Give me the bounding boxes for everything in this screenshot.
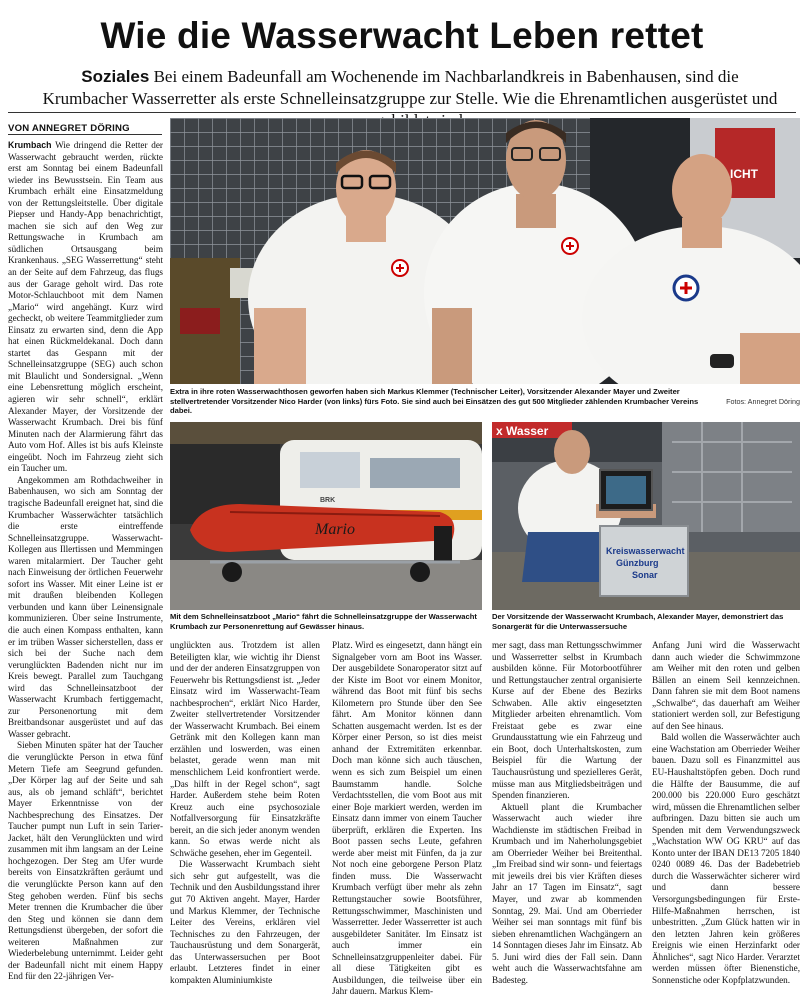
boat-photo-caption: Mit dem Schnelleinsatzboot „Mario“ fährt die Schnelleinsatzgruppe der Wasserwacht Krumbach zur Personenrettung auf Gewässer hinaus. (170, 612, 477, 631)
photo-three-men (170, 118, 800, 384)
van-text: BRK (320, 497, 336, 504)
case-label-1: Kreiswasserwacht (606, 546, 685, 556)
paragraph: unglückten aus. Trotzdem ist allen Beteiligten klar, wie wichtig ihr Dienst und der der anderen Einsatzgruppen von Feuerwehr bis Rettungsdienst ist. „Jeder Einsatz wird im Wasserwacht-Team nachbesprochen“, erklärt Nico Harder, Zweiter stellvertretender Vorsitzender der Wasserwacht Krumbach. Bei einem Getränk mit den Kollegen kann man erzählen und loswerden, was einen belastet, gerade wenn man mit menschlichem Leid konfrontiert werde. „Das hilft in der Regel schon“, sagt Harder. Außerdem stehe beim Roten Kreuz auch eine psychosoziale Notfallversorgung für Einsatzkräfte bereit, an die sich jeder anonym wenden kann. So etwas werde nicht als Schwäche gesehen, eher im Gegenteil. (170, 640, 320, 858)
lead-text: Bei einem Badeunfall am Wochenende im Nachbarlandkreis in Babenhausen, sind die Krumbacher Wasserretter als erste Schnelleinsatzgruppe zur Stelle. Wie die Ehrenamtlichen ausgerüstet und (42, 67, 778, 108)
text-column-3 (332, 640, 482, 1002)
main-photo-caption: Extra in ihre roten Wasserwachthosen geworfen haben sich Markus Klemmer (Technischer Leiter), Vorsitzender Alexander Mayer und Zweiter stellvertretender Vorsitzender Nico Harder (von links) fürs Foto. Sie sind auch bei Einsätzen des gut 500 Mitglieder zählenden Krumbacher Vereins dabei. (170, 387, 699, 416)
lead-label: Soziales (81, 67, 150, 86)
boat-photo (170, 422, 482, 610)
ambulance-text: ICHT (730, 167, 758, 181)
paragraph: Anfang Juni wird die Wasserwacht dann auch wieder die Schwimmzone am Weiher mit den roten und gelben Bällen an einem Seil kennzeichnen. Dann fahren sie mit dem Boot namens „Schwalbe“, das dauerhaft am Weiher stationiert werden soll, zur Befestigung auf den See hinaus. (652, 640, 800, 731)
paragraph: Platz. Wird es eingesetzt, dann hängt ein Signalgeber vorn am Boot ins Wasser. Der ausgebildete Sonaroperator sitzt auf der Kiste im Boot vor einem Monitor, während das Boot mit fünf bis sechs Kilometern pro Stunde über den See fährt. Am Monitor können dann Schatten ausgemacht werden. Ist es der Körper einer Person, so ist dies meist anhand der Extremitäten erkennbar. Doch man könne sich auch täuschen, wenn es sich zum Beispiel um einen Baumstamm handle. Solche Verdachtsstellen, die vom Boot aus mit einer Boje markiert werden, werden im Einsatz dann immer von einem Taucher überprüft, erklären die Experten. Ins Boot passen sechs Leute, gefahren werde aber meist mit Fünfen, da ja zur Not noch eine geborgene Person Platz finden muss. Die Wasserwacht Krumbach verfügt über mehr als zehn Rettungstaucher sowie Bootsführer, Rettungsschwimmer, Maschinisten und Wasserretter. Jeder Wasserretter ist auch ausgebildeter Sanitäter. Im Einsatz ist auch immer ein Schnelleinsatzgruppenleiter dabei. Für all diese Tätigkeiten gibt es Ausbildungen, die teilweise über ein Jahr dauern. Markus Klem- (332, 640, 482, 997)
case-label-2: Günzburg (616, 558, 659, 568)
boat-name: Mario (315, 521, 355, 538)
photo-credit: Fotos: Annegret Döring (726, 397, 800, 406)
case-label-3: Sonar (632, 570, 658, 580)
photo-sonar-device (492, 422, 800, 610)
text-column-5 (652, 640, 800, 1002)
byline: VON ANNEGRET DÖRING (8, 123, 130, 134)
headline: Wie die Wasserwacht Leben rettet (100, 15, 704, 56)
photo-boat-mario (170, 422, 482, 610)
text-column-2 (170, 640, 320, 1002)
sonar-photo-caption: Der Vorsitzende der Wasserwacht Krumbach, Alexander Mayer, demonstriert das Sonargerät für die Unterwassersuche (492, 612, 784, 631)
main-photo (170, 118, 800, 384)
wall-text: x Wasser (496, 424, 549, 438)
paragraph: mer sagt, dass man Rettungsschwimmer und Wasserretter selbst in Krumbach ausbilden könne. Für Motorbootführer und Rettungstaucher zentral organisierte Kurse auf der Ebene des Bezirks Schwaben. Alle aktiv eingesetzten Mitglieder arbeiten ehrenamtlich. Vom Freistaat gebe es zwar eine Grundausstattung wie ein Fahrzeug und ein Boot, doch Unterhaltskosten, zum Beispiel für die Wartung der Tauchausrüstung und spezielleres Gerät, müsse man aus Mitgliedsbeiträgen und Spenden finanzieren. (492, 640, 642, 801)
paragraph: Aktuell plant die Krumbacher Wasserwacht auch wieder ihre Wachdienste im städtischen Freibad in Krumbach und im Naherholungsgebiet am Oberrieder Weiher bei Breitenthal. „Im Freibad sind wir sonn- und feiertags mit jeweils drei bis vier Kräften dieses Jahr an 17 Tagen im Einsatz“, sagt Mayer, und zwar ab kommenden Sonntag, 29. Mai. Und am Oberrieder Weiher sei man sonntags mit fünf bis sieben ehrenamtlichen Wachgängern an 14 Sonntagen dieses Jahr im Einsatz. Ab 5. Juni wird dies der Fall sein. Dann weht auch die Wasserwachtsfahne am Badesteg. (492, 801, 642, 985)
paragraph: Sieben Minuten später hat der Taucher die verunglückte Person in etwa fünf Metern Tiefe am Seegrund gefunden. „Der Körper lag auf der Seite und sah aus, als ob jemand schläft“, berichtet Mayer Erkenntnisse von der Nachbesprechung des Einsatzes. Der Taucher pumpt nun Luft in sein Tarier-Jacket, hält den Verunglückten und wird zusammen mit ihm langsam an der Leine hochgezogen. Der Steg am Ufer wurde bereits von Einsatzkräften geräumt und die verunglückte Person kann auf den Steg gehoben werden. Fünf bis sechs Meter trennen die Krumbacher die über den Steg und können sie dann dem Rettungsdienst übergeben, der sofort die weiteren Maßnahmen zur Wiederbelebung unternimmt. Leider geht der Badeunfall nicht mit einem Happy End für den 22-jährigen Ver- (8, 740, 163, 982)
dateline: Krumbach (8, 140, 52, 150)
paragraph: Angekommen am Rothdachweiher in Babenhausen, wo sich am Sonntag der tragische Badeunfall ereignet hat, sind die Krumbacher Wasserwächter tatsächlich die erste eintreffende Schnelleinsatzgruppe. Wasserwacht-Kollegen aus Illertissen und Memmingen waren mitalarmiert. Der Taucher geht nach Einweisung der örtlichen Feuerwehr sofort ins Wasser. Mit einer Leine ist er mit draußen bleibenden Kollegen verbunden und kann über Leinensignale kommunizieren. Über seine Instrumente, die auch einen Kompass enthalten, kann er im trüben Wasser sicherstellen, dass er sich bei der Suche nach dem verunglückten Badenden nicht nur im Kreis bewegt. Parallel zum Tauchgang wird das Schnelleinsatzboot der Wasserwacht Krumbach fertiggemacht, zur Personenortung mit dem Breitbandsonar ausgerüstet und auf das Wasser gebracht. (8, 474, 163, 739)
paragraph: Die Wasserwacht Krumbach sieht sich sehr gut aufgestellt, was die Technik und den Ausbildungsstand ihrer gut 70 Aktiven angeht. Mayer, Harder und Markus Klemmer, der Technische Leiter des Vereins, erklären viel Technisches zu den Fahrzeugen, der Tauchausrüstung und dem Sonargerät, das Unterwassersuchen per Boot erlaubt. Letzteres findet in einer kompakten Aluminiumkiste (170, 859, 320, 985)
byline-rule (8, 134, 162, 135)
sonar-photo (492, 422, 800, 610)
paragraph: Bald wollen die Wasserwächter auch eine Wachstation am Oberrieder Weiher bauen. Dazu soll es Finanzmittel aus EU-Haushaltstöpfen geben. Doch rund die Hälfte der Bausumme, die auf 200.000 bis 220.000 Euro geschätzt wird, müssen die Ehrenamtlichen selber aufbringen. Dazu bitten sie auch um Spenden mit dem Verwendungszweck „Wachstation WW OG KRU“ auf das Konto unter der IBAN DE13 7205 1840 0240 0089 46. Das der Badebetrieb durch die Wasserwächter sicherer wird und dann bessere Versorgungsbedingungen für Erste-Hilfe-Maßnahmen herrschen, ist unbestritten. „Zum Glück hatten wir in den letzten Jahren kein größeres Ereignis wie einen Herzinfarkt oder Ähnliches“, sagt Nico Harder. Verarztet werden müssen öfter Bienenstiche, Sonnenstiche oder Kopfplatzwunden. (652, 732, 800, 985)
paragraph: Krumbach Wie dringend die Retter der Wasserwacht gebraucht werden, rückte erst am Sonntag bei einem Badeunfall wieder ins Bewusstsein. Ein Team aus Krumbach erhält eine Einsatzmeldung von der Rettungsleitstelle. Über digitale Piepser und Handy-App benachrichtigt, machen sie sich auf den Weg zur Rettungswache in Krumbach am südlichen Ortsausgang beim Krankenhaus. „SEG Wasserrettung“ steht an der Seite auf dem Fahrzeug, das flugs aus der Garage geholt wird. Das rote Motor-Schlauchboot mit dem Namen „Mario“ wird angehängt. Kurz wird gecheckt, ob weitere Teammitglieder zum Einsatz zu erwarten sind, denn die App hat einen Rückmeldekanal. Doch dann startet das Gespann mit der Schnelleinsatzgruppe (SEG) auch schon mit Blaulicht und Sondersignal. „Wenn eine Lebensrettung möglich erscheint, agieren wir sehr schnell“, erklärt Alexander Mayer, der Vorsitzende der Wasserwacht Krumbach. Drei bis fünf Minuten nach der Alarmierung fährt das Auto vom Hof. Alles ist bis aufs Kleinste eingeübt. Noch im Fahrzeug zieht sich ein Taucher um. (8, 140, 163, 474)
text-column-1 (8, 140, 163, 1002)
top-rule (8, 112, 796, 113)
text-column-4 (492, 640, 642, 1002)
